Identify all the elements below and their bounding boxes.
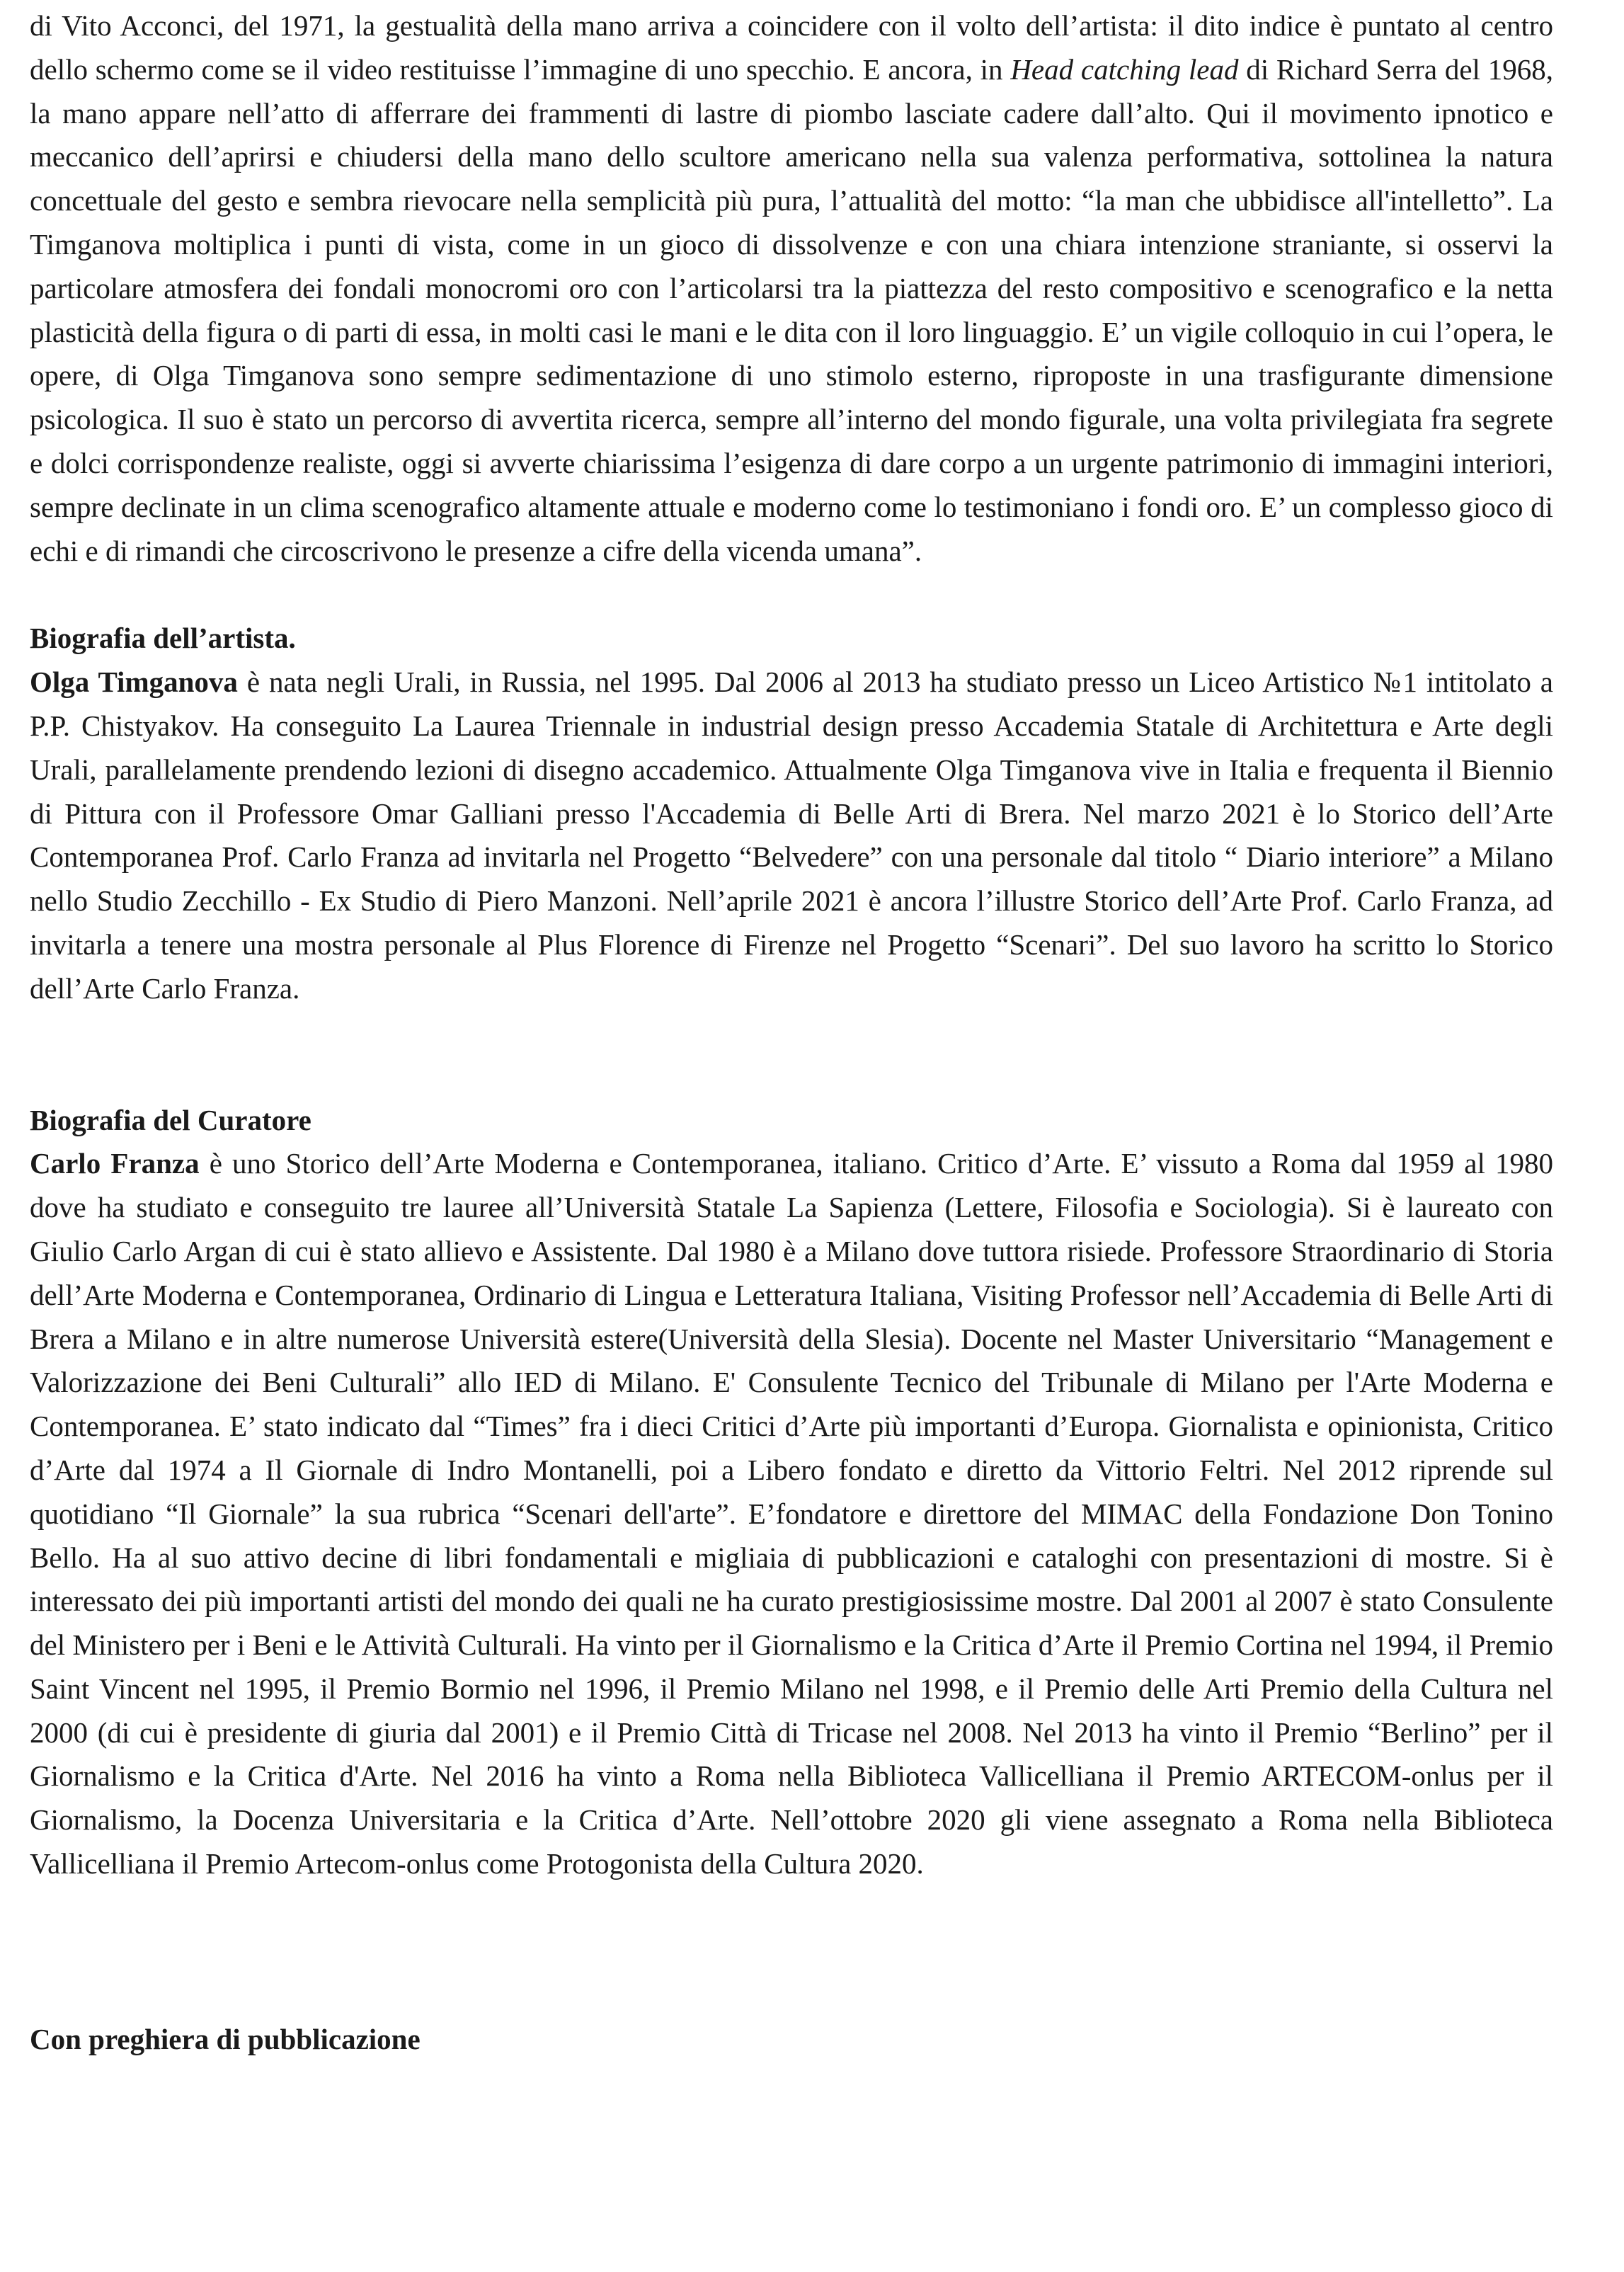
intro-text-part2: di Richard Serra del 1968, la mano appare nell’atto di afferrare dei frammenti di lastre di piombo lasciate cadere dall’alto. Qui il movimento ipnotico e meccanico dell’aprirsi e chiudersi della mano dello scultore americano nella sua valenza performativa, sottolinea la natura concettuale del gesto e sembra rievocare nella semplicità più pura, l’attualità del motto: “la man che ubbidisce all'intelletto”. La Timganova moltiplica i punti di vista, come in un gioco di dissolvenze e con una chiara intenzione straniante, si osservi la particolare atmosfera dei fondali monocromi oro con l’articolarsi tra la piattezza del resto compositivo e scenografico e la netta plasticità della figura o di parti di essa, in molti casi le mani e le dita con il loro linguaggio. E’ un vigile colloquio in cui l’opera, le opere, di Olga Timganova sono sempre sedimentazione di uno stimolo esterno, riproposte in una trasfigurante dimensione psicologica. Il suo è stato un percorso di avvertita ricerca, sempre all’interno del mondo figurale, una volta privilegiata fra segrete e dolci corrispondenze realiste, oggi si avverte chiarissima l’esigenza di dare corpo a un urgente patrimonio di immagini interiori, sempre declinate in un clima scenografico altamente attuale e moderno come lo testimoniano i fondi oro. E’ un complesso gioco di echi e di rimandi che circoscrivono le presenze a cifre della vicenda umana”. bbox=[30, 52, 1553, 567]
artist-bio-heading: Biografia dell’artista. bbox=[30, 622, 296, 655]
artist-name: Olga Timganova bbox=[30, 666, 238, 699]
curator-bio-heading: Biografia del Curatore bbox=[30, 1103, 311, 1136]
artist-bio-text: è nata negli Urali, in Russia, nel 1995. Dal 2006 al 2013 ha studiato presso un Liceo Artistico №1 intitolato a P.P. Chistyakov. Ha conseguito La Laurea Triennale in industrial design presso Accademia Statale di Architettura e Arte degli Urali, parallelamente prendendo lezioni di disegno accademico. Attualmente Olga Timganova vive in Italia e frequenta il Biennio di Pittura con il Professore Omar Galliani presso l'Accademia di Belle Arti di Brera. Nel marzo 2021 è lo Storico dell’Arte Contemporanea Prof. Carlo Franza ad invitarla nel Progetto “Belvedere” con una personale dal titolo “ Diario interiore” a Milano nello Studio Zecchillo - Ex Studio di Piero Manzoni. Nell’aprile 2021 è ancora l’illustre Storico dell’Arte Prof. Carlo Franza, ad invitarla a tenere una mostra personale al Plus Florence di Firenze nel Progetto “Scenari”. Del suo lavoro ha scritto lo Storico dell’Arte Carlo Franza. bbox=[30, 666, 1554, 1005]
intro-text-part1: di Vito Acconci, del 1971, la gestualità della mano arriva a coincidere con il volto dell’artista: il dito indice è puntato al centro dello schermo come se il video restituisse l’immagine di uno specchio. E ancora, in bbox=[30, 9, 1553, 86]
spacer bbox=[30, 1011, 1553, 1099]
artwork-title: Head catching lead bbox=[1010, 52, 1239, 86]
publication-request-note: Con preghiera di pubblicazione bbox=[30, 2022, 421, 2055]
curator-bio-text: è uno Storico dell’Arte Moderna e Contemporanea, italiano. Critico d’Arte. E’ vissuto a Roma dal 1959 al 1980 dove ha studiato e conseguito tre lauree all’Università Statale La Sapienza (Lettere, Filosofia e Sociologia). Si è laureato con Giulio Carlo Argan di cui è stato allievo e Assistente. Dal 1980 è a Milano dove tuttora risiede. Professore Straordinario di Storia dell’Arte Moderna e Contemporanea, Ordinario di Lingua e Letteratura Italiana, Visiting Professor nell’Accademia di Belle Arti di Brera a Milano e in altre numerose Università estere(Università della Slesia). Docente nel Master Universitario “Management e Valorizzazione dei Beni Culturali” allo IED di Milano. E' Consulente Tecnico del Tribunale di Milano per l'Arte Moderna e Contemporanea. E’ stato indicato dal “Times” fra i dieci Critici d’Arte più importanti d’Europa. Giornalista e opinionista, Critico d’Arte dal 1974 a Il Giornale di Indro Montanelli, poi a Libero fondato e diretto da Vittorio Feltri. Nel 2012 riprende sul quotidiano “Il Giornale” la sua rubrica “Scenari dell'arte”. E’fondatore e direttore del MIMAC della Fondazione Don Tonino Bello. Ha al suo attivo decine di libri fondamentali e migliaia di pubblicazioni e cataloghi con presentazioni di mostre. Si è interessato dei più importanti artisti del mondo dei quali ne ha curato prestigiosissime mostre. Dal 2001 al 2007 è stato Consulente del Ministero per i Beni e le Attività Culturali. Ha vinto per il Giornalismo e la Critica d’Arte il Premio Cortina nel 1994, il Premio Saint Vincent nel 1995, il Premio Bormio nel 1996, il Premio Milano nel 1998, e il Premio delle Arti Premio della Cultura nel 2000 (di cui è presidente di giuria dal 2001) e il Premio Città di Tricase nel 2008. Nel 2013 ha vinto il Premio “Berlino” per il Giornalismo e la Critica d'Arte. Nel 2016 ha vinto a Roma nella Biblioteca Vallicelliana il Premio ARTECOM-onlus per il Giornalismo, la Docenza Universitaria e la Critica d’Arte. Nell’ottobre 2020 gli viene assegnato a Roma nella Biblioteca Vallicelliana il Premio Artecom-onlus come Protogonista della Cultura 2020. bbox=[30, 1147, 1553, 1880]
intro-paragraph bbox=[30, 4, 1553, 573]
document-page bbox=[30, 4, 1553, 2062]
curator-name: Carlo Franza bbox=[30, 1147, 200, 1180]
artist-bio-paragraph bbox=[30, 661, 1553, 1010]
spacer bbox=[30, 1886, 1553, 2018]
spacer bbox=[30, 573, 1553, 617]
curator-bio-paragraph bbox=[30, 1142, 1553, 1886]
